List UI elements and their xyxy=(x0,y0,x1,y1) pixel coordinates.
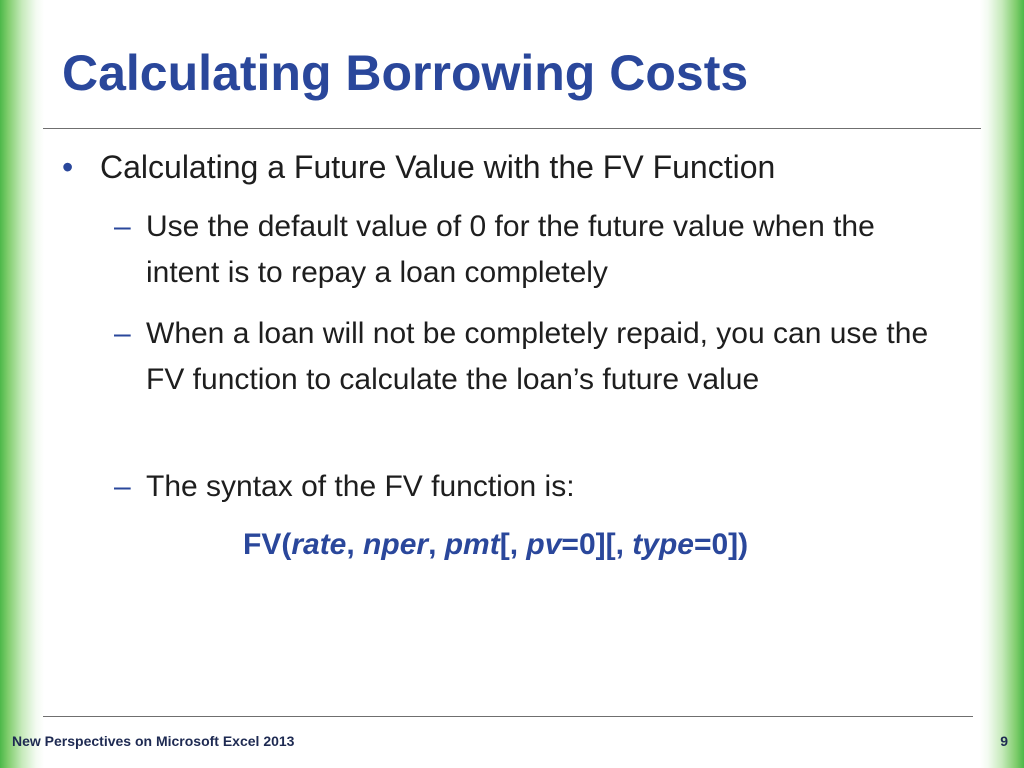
sub-bullet-text: Use the default value of 0 for the future value when the intent is to repay a loan completely xyxy=(146,210,875,289)
formula-arg-type: type xyxy=(632,528,694,561)
sub-bullet-text: When a loan will not be completely repaid, you can use the FV function to calculate the loan’s future value xyxy=(146,317,929,396)
title-divider xyxy=(43,128,981,129)
right-green-gradient-bar xyxy=(980,0,1024,768)
dash-marker: – xyxy=(114,317,131,350)
formula-separator: =0][, xyxy=(561,528,633,561)
formula-separator: =0]) xyxy=(693,528,749,561)
page-number: 9 xyxy=(1000,733,1008,749)
slide-title: Calculating Borrowing Costs xyxy=(62,45,749,101)
dash-marker: – xyxy=(114,210,131,243)
fv-syntax-formula xyxy=(243,522,748,568)
formula-arg-pv: pv xyxy=(526,528,562,561)
formula-separator: , xyxy=(428,528,445,561)
formula-separator: [, xyxy=(499,528,527,561)
left-green-gradient-bar xyxy=(0,0,44,768)
sub-bullet-default-value xyxy=(114,204,934,296)
sub-bullet-not-repaid xyxy=(114,311,934,403)
sub-bullet-syntax xyxy=(114,464,934,510)
formula-arg-nper: nper xyxy=(363,528,429,561)
formula-function-name: FV( xyxy=(243,528,292,561)
bullet-marker: • xyxy=(62,149,74,185)
formula-arg-pmt: pmt xyxy=(444,528,500,561)
dash-marker: – xyxy=(114,470,131,503)
formula-separator: , xyxy=(346,528,364,561)
formula-arg-rate: rate xyxy=(291,528,347,561)
footer-divider xyxy=(43,716,973,717)
sub-bullet-text: The syntax of the FV function is: xyxy=(146,470,575,503)
bullet-level1-text: Calculating a Future Value with the FV Function xyxy=(100,149,776,185)
footer-text: New Perspectives on Microsoft Excel 2013 xyxy=(12,733,295,749)
bullet-level1 xyxy=(62,143,775,191)
